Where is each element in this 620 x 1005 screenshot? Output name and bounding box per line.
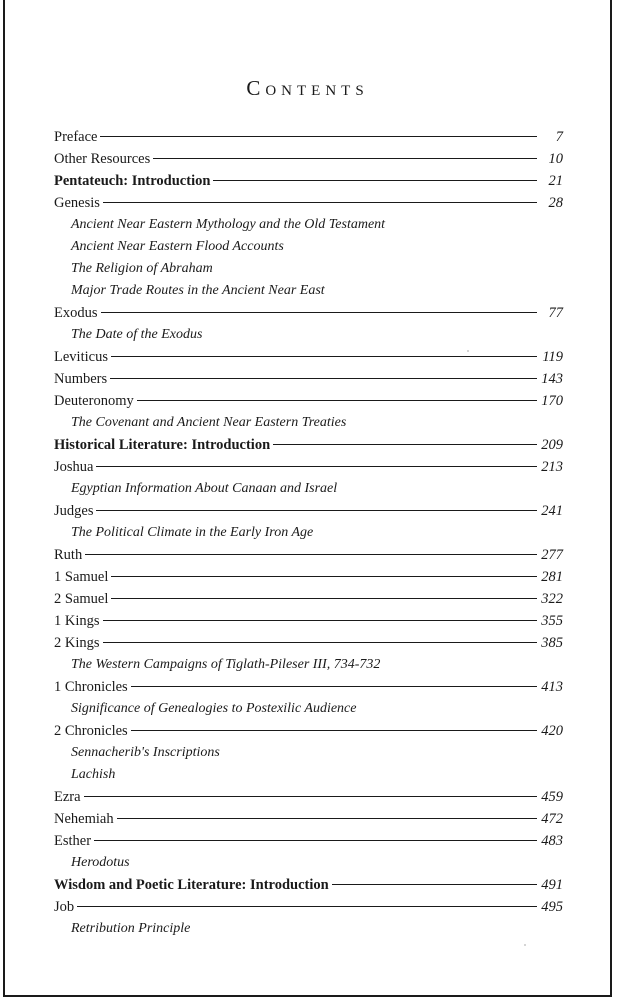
toc-entry-title: 1 Samuel: [54, 569, 109, 585]
toc-subtopic: Significance of Genealogies to Postexilic Audience: [71, 701, 357, 716]
toc-page-number: 143: [541, 371, 563, 387]
toc-page-number: 170: [541, 393, 563, 409]
toc-page-number: 420: [541, 723, 563, 739]
toc-leader-line: [153, 158, 537, 159]
toc-page-number: 7: [555, 129, 563, 145]
toc-subtopic: Sennacherib's Inscriptions: [71, 745, 220, 760]
toc-entry-title: Ruth: [54, 547, 83, 563]
toc-page-number: 281: [541, 569, 563, 585]
toc-subtopic: The Covenant and Ancient Near Eastern Treaties: [71, 415, 347, 430]
toc-leader-line: [96, 510, 537, 511]
toc-leader-line: [111, 576, 537, 577]
toc-leader-line: [103, 202, 537, 203]
toc-entry: [54, 720, 563, 742]
toc-leader-line: [111, 356, 537, 357]
toc-entry: [54, 544, 563, 566]
table-of-contents: [54, 126, 563, 940]
toc-entry-title: Historical Literature: Introduction: [54, 437, 271, 453]
toc-page-number: 491: [541, 877, 563, 893]
toc-page-number: 483: [541, 833, 563, 849]
toc-entry: [54, 456, 563, 478]
toc-entry-title: Exodus: [54, 305, 98, 321]
toc-entry-title: Other Resources: [54, 151, 151, 167]
toc-leader-line: [77, 906, 537, 907]
toc-entry: [54, 346, 563, 368]
toc-page-number: 28: [548, 195, 563, 211]
toc-entry: [54, 588, 563, 610]
page-title: Contents: [246, 76, 369, 100]
toc-leader-line: [96, 466, 537, 467]
toc-subtopic: Ancient Near Eastern Flood Accounts: [71, 239, 284, 254]
toc-entry: [54, 500, 563, 522]
toc-subtopic: Herodotus: [71, 855, 130, 870]
toc-leader-line: [273, 444, 537, 445]
toc-page-number: 241: [541, 503, 563, 519]
toc-entry-title: Job: [54, 899, 75, 915]
toc-entry: [54, 676, 563, 698]
toc-entry-title: Deuteronomy: [54, 393, 134, 409]
toc-page-number: 209: [541, 437, 563, 453]
toc-leader-line: [101, 312, 538, 313]
toc-entry-title: Preface: [54, 129, 98, 145]
toc-page-number: 459: [541, 789, 563, 805]
toc-page-number: 10: [548, 151, 563, 167]
toc-leader-line: [85, 554, 537, 555]
toc-entry-title: 2 Chronicles: [54, 723, 128, 739]
toc-entry: [54, 610, 563, 632]
toc-entry: [54, 632, 563, 654]
toc-page-number: 495: [541, 899, 563, 915]
toc-entry: [54, 808, 563, 830]
toc-page-number: 355: [541, 613, 563, 629]
toc-leader-line: [117, 818, 537, 819]
toc-entry: [54, 148, 563, 170]
toc-entry: [54, 368, 563, 390]
toc-subtopic: The Date of the Exodus: [71, 327, 203, 342]
toc-leader-line: [131, 686, 537, 687]
toc-entry: [54, 126, 563, 148]
toc-section-heading: [54, 434, 563, 456]
toc-subtopic: Major Trade Routes in the Ancient Near East: [71, 283, 325, 298]
toc-entry: [54, 896, 563, 918]
toc-entry-title: 2 Kings: [54, 635, 100, 651]
toc-entry-title: Ezra: [54, 789, 81, 805]
toc-leader-line: [137, 400, 537, 401]
toc-entry-title: 2 Samuel: [54, 591, 109, 607]
toc-entry-title: Esther: [54, 833, 92, 849]
toc-entry-title: Numbers: [54, 371, 108, 387]
toc-entry-title: Pentateuch: Introduction: [54, 173, 211, 189]
toc-leader-line: [84, 796, 537, 797]
toc-entry: [54, 390, 563, 412]
toc-entry: [54, 192, 563, 214]
toc-page-number: 77: [548, 305, 563, 321]
toc-entry-title: Judges: [54, 503, 94, 519]
toc-subtopic: The Political Climate in the Early Iron Age: [71, 525, 314, 540]
toc-entry: [54, 566, 563, 588]
toc-leader-line: [131, 730, 537, 731]
toc-leader-line: [213, 180, 537, 181]
toc-subtopic: Ancient Near Eastern Mythology and the Old Testament: [71, 217, 386, 232]
toc-subtopic: Retribution Principle: [71, 921, 191, 936]
toc-entry-title: Leviticus: [54, 349, 108, 365]
toc-entry-title: Nehemiah: [54, 811, 114, 827]
toc-page-number: 119: [542, 349, 563, 365]
toc-entry: [54, 786, 563, 808]
toc-leader-line: [100, 136, 537, 137]
toc-subtopic: The Religion of Abraham: [71, 261, 213, 276]
toc-page-number: 277: [541, 547, 563, 563]
toc-page-number: 213: [541, 459, 563, 475]
toc-leader-line: [103, 642, 537, 643]
document-page: [3, 0, 612, 997]
toc-entry: [54, 302, 563, 324]
toc-entry-title: Wisdom and Poetic Literature: Introduction: [54, 877, 329, 893]
toc-page-number: 322: [541, 591, 563, 607]
toc-subtopic: Egyptian Information About Canaan and Israel: [71, 481, 338, 496]
toc-subtopic: Lachish: [71, 767, 116, 782]
toc-subtopic: The Western Campaigns of Tiglath-Pileser III, 734-732: [71, 657, 381, 672]
toc-page-number: 385: [541, 635, 563, 651]
toc-entry-title: Genesis: [54, 195, 100, 211]
paper-speck: [467, 350, 469, 352]
toc-leader-line: [94, 840, 537, 841]
toc-leader-line: [103, 620, 537, 621]
toc-leader-line: [332, 884, 537, 885]
paper-speck: [524, 944, 526, 946]
toc-entry: [54, 830, 563, 852]
toc-section-heading: [54, 874, 563, 896]
toc-page-number: 413: [541, 679, 563, 695]
toc-entry-title: 1 Kings: [54, 613, 100, 629]
toc-leader-line: [110, 378, 537, 379]
toc-page-number: 472: [541, 811, 563, 827]
toc-section-heading: [54, 170, 563, 192]
toc-entry-title: 1 Chronicles: [54, 679, 128, 695]
toc-page-number: 21: [548, 173, 563, 189]
toc-leader-line: [111, 598, 537, 599]
toc-entry-title: Joshua: [54, 459, 94, 475]
